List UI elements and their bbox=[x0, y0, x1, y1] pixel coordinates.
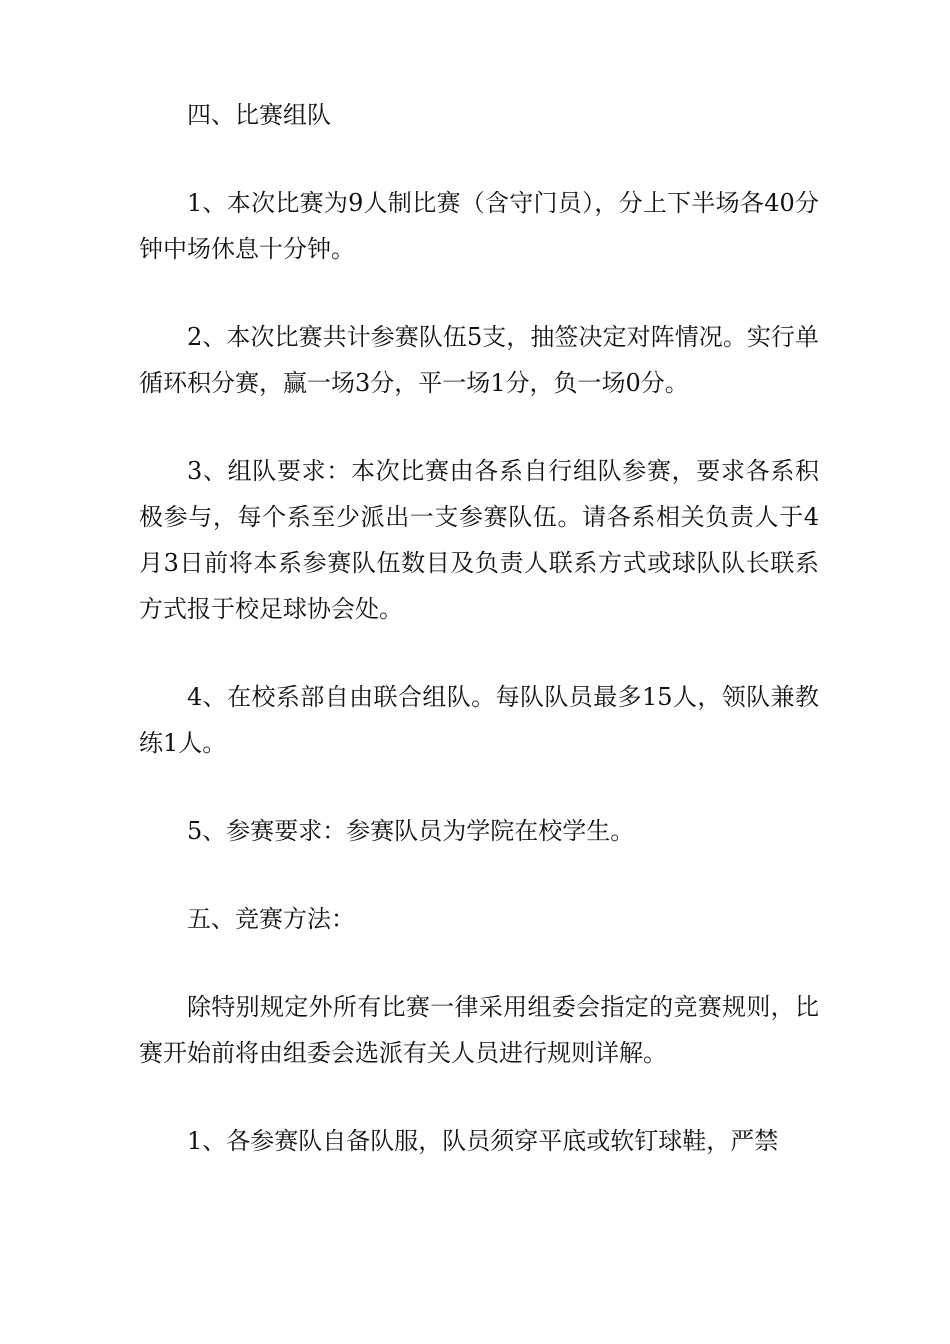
paragraph-4: 4、在校系部自由联合组队。每队队员最多15人，领队兼教练1人。 bbox=[139, 683, 819, 757]
paragraph-1: 1、本次比赛为9人制比赛（含守门员），分上下半场各40分钟中场休息十分钟。 bbox=[139, 189, 819, 263]
section-heading-4: 四、比赛组队 bbox=[187, 101, 331, 129]
paragraph-3: 3、组队要求：本次比赛由各系自行组队参赛，要求各系积极参与，每个系至少派出一支参赛队伍。请各系相关负责人于4月3日前将本系参赛队伍数目及负责人联系方式或球队队长联系方式报于校足球协会处。 bbox=[139, 457, 819, 623]
paragraph-7: 1、各参赛队自备队服，队员须穿平底或软钉球鞋，严禁 bbox=[187, 1127, 779, 1155]
section-heading-5: 五、竞赛方法： bbox=[187, 905, 355, 933]
paragraph-2: 2、本次比赛共计参赛队伍5支，抽签决定对阵情况。实行单循环积分赛，赢一场3分，平一场1分，负一场0分。 bbox=[139, 323, 819, 397]
paragraph-6: 除特别规定外所有比赛一律采用组委会指定的竞赛规则，比赛开始前将由组委会选派有关人员进行规则详解。 bbox=[139, 993, 819, 1067]
document-body bbox=[139, 92, 819, 1206]
paragraph-5: 5、参赛要求：参赛队员为学院在校学生。 bbox=[187, 817, 635, 845]
